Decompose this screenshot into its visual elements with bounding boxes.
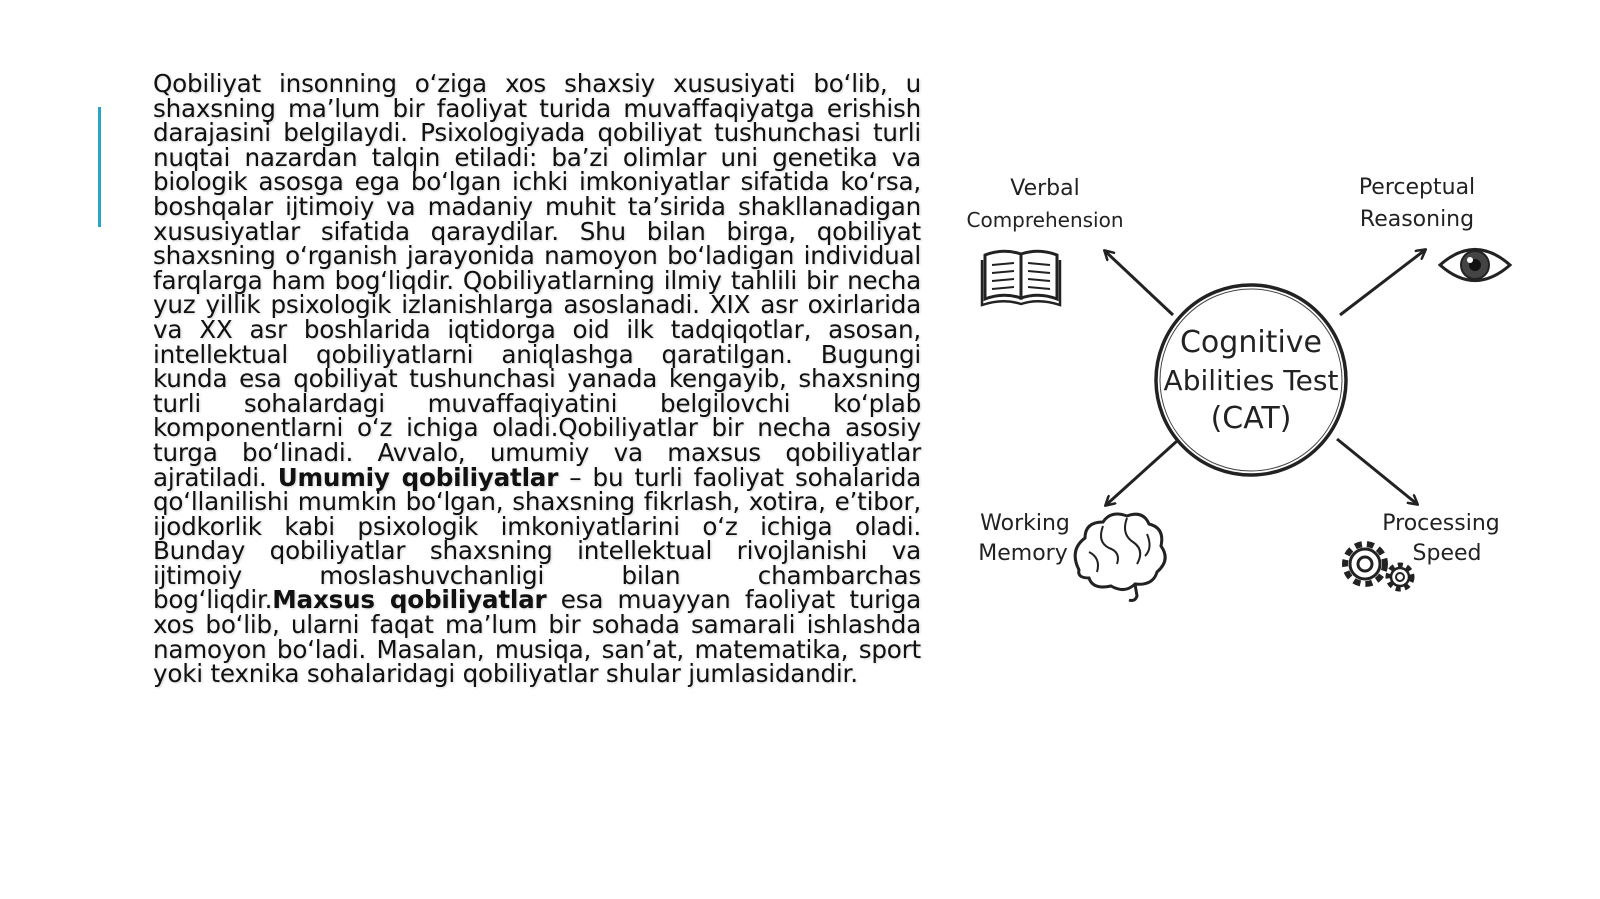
working-label-line2: Memory bbox=[978, 541, 1068, 566]
arrow-verbal bbox=[1105, 251, 1173, 315]
paragraph-part-1: Qobiliyat insonning o‘ziga xos shaxsiy xususiyati bo‘lib, u shaxsning ma’lum bir faoliyat turida muvaffaqiyatga erishish darajasini belgilaydi. Psixologiyada qobiliyat tushunchasi turli nuqtai nazardan talqin etiladi: ba’zi olimlar uni genetika va biologik asosga ega bo‘lgan ichki imkoniyatlar sifatida ko‘rsa, boshqalar ijtimoiy va madaniy muhit ta’sirida shakllanadigan xususiyatlar sifatida qaraydilar. Shu bilan birga, qobiliyat shaxsning o‘rganish jarayonida namoyon bo‘ladigan individual farqlarga ham bog‘liqdir. Qobiliyatlarning ilmiy tahlili bir necha yuz yillik psixologik izlanishlarga asoslanadi. XIX asr oxirlarida va XX asr boshlarida iqtidorga oid ilk tadqiqotlar, asosan, intellektual qobiliyatlarni aniqlashga qaratilgan. Bugungi kunda esa qobiliyat tushunchasi yanada kengayib, shaxsning turli sohalardagi muvaffaqiyatini belgilovchi ko‘plab komponentlarni o‘z ichiga oladi.Qobiliyatlar bir necha asosiy turga bo‘linadi. Avvalo, umumiy va maxsus qobiliyatlar ajratiladi. bbox=[153, 69, 921, 492]
eye-icon bbox=[1440, 250, 1510, 281]
perceptual-label-line2: Reasoning bbox=[1359, 207, 1475, 232]
verbal-label-line2: Comprehension bbox=[966, 208, 1124, 232]
working-label-line1: Working bbox=[980, 511, 1070, 536]
paragraph-part-3: esa muayyan faoliyat turiga xos bo‘lib, ularni faqat ma’lum bir sohada samarali ishlashda namoyon bo‘ladi. Masalan, musiqa, san’at, matematika, sport yoki texnika sohalaridagi qobiliyatlar shular jumlasidandir. bbox=[153, 585, 921, 689]
bold-term-general-abilities: Umumiy qobiliyatlar bbox=[277, 462, 559, 492]
paragraph-part-2: – bu turli faoliyat sohalarida qo‘llanilishi mumkin bo‘lgan, shaxsning fikrlash, xotira, e’tibor, ijodkorlik kabi psixologik imkoniyatlarini o‘z ichiga oladi. Bunday qobiliyatlar shaxsning intellektual rivojlanishi va ijtimoiy moslashuvchanligi bilan chambarchas bog‘liqdir. bbox=[153, 462, 922, 615]
branch-working bbox=[978, 511, 1165, 601]
processing-label-line1: Processing bbox=[1382, 511, 1500, 536]
body-paragraph bbox=[153, 69, 922, 689]
accent-bar bbox=[98, 107, 101, 227]
verbal-label-line1: Verbal bbox=[1010, 176, 1080, 201]
branch-perceptual bbox=[1359, 175, 1510, 281]
center-title-line1: Cognitive bbox=[1179, 325, 1323, 360]
bold-term-special-abilities: Maxsus qobiliyatlar bbox=[272, 585, 547, 615]
arrow-perceptual bbox=[1340, 250, 1425, 315]
arrow-working bbox=[1106, 441, 1177, 505]
processing-label-line2: Speed bbox=[1412, 541, 1482, 566]
perceptual-label-line1: Perceptual bbox=[1358, 175, 1476, 200]
center-title-line2: Abilities Test bbox=[1163, 364, 1339, 397]
branch-verbal bbox=[966, 176, 1123, 305]
center-node bbox=[1156, 285, 1346, 475]
gears-icon bbox=[1345, 544, 1412, 589]
book-icon bbox=[982, 251, 1060, 305]
center-title-line3: (CAT) bbox=[1210, 401, 1292, 436]
arrow-processing bbox=[1337, 439, 1417, 504]
cat-diagram bbox=[966, 150, 1545, 620]
brain-icon bbox=[1075, 514, 1165, 601]
branch-processing bbox=[1345, 511, 1500, 589]
